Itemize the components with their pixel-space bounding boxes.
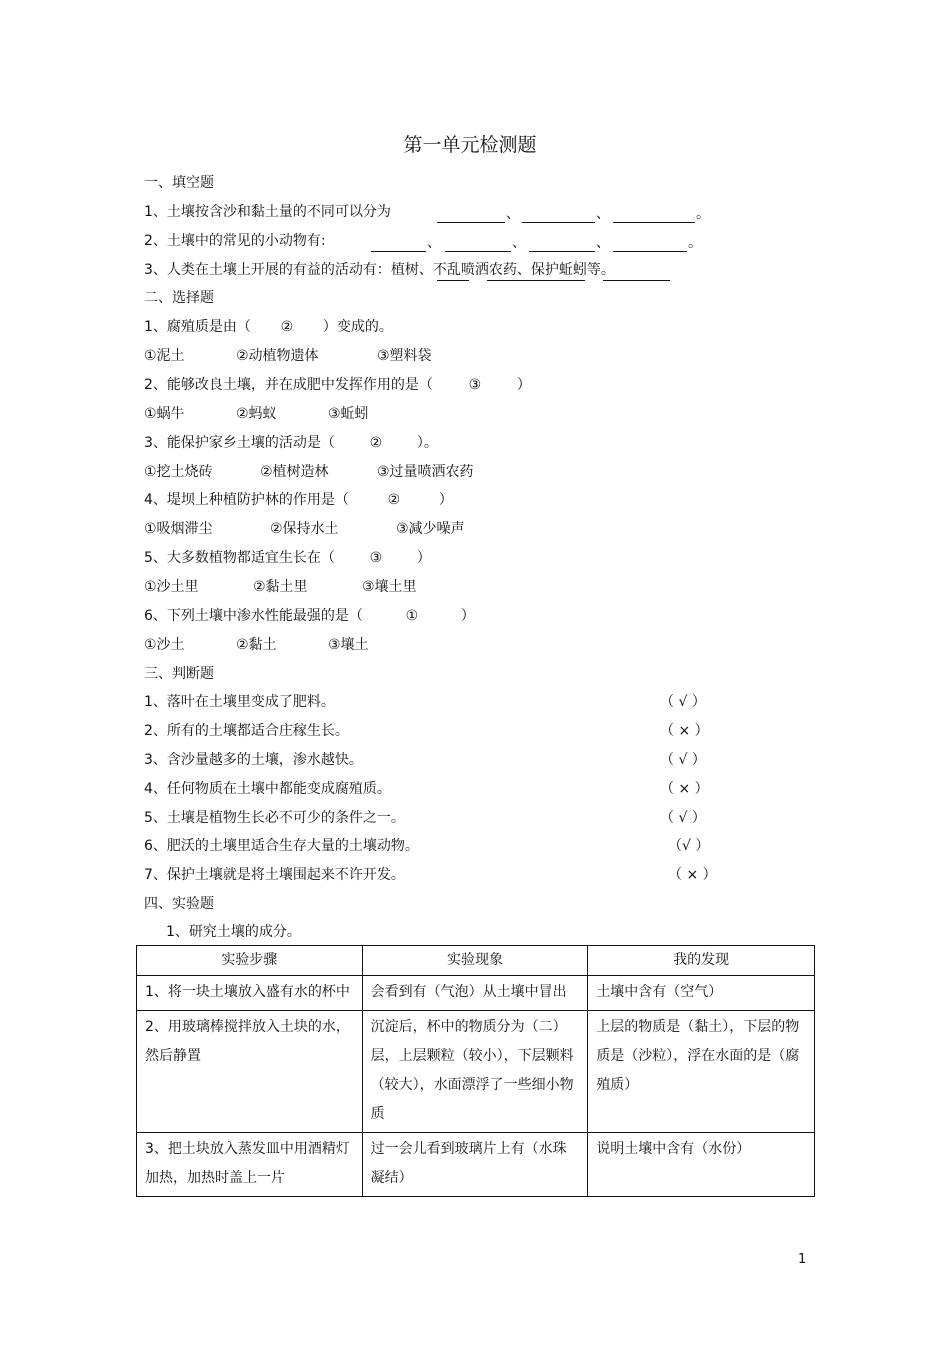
question-text: 6、下列土壤中渗水性能最强的是（	[144, 608, 363, 624]
separator: 、	[596, 235, 610, 251]
page-title: 第一单元检测题	[403, 134, 537, 156]
judge-item-6: 6、肥沃的土壤里适合生存大量的土壤动物。	[144, 838, 419, 854]
page-number: 1	[798, 1252, 807, 1267]
separator: 、	[506, 206, 520, 222]
blank-3-2	[487, 260, 585, 281]
answer: ②	[387, 492, 401, 508]
option: ②蚂蚁	[236, 406, 277, 422]
column-header: 实验步骤	[137, 946, 363, 976]
column-header: 实验现象	[362, 946, 588, 976]
judge-item-3: 3、含沙量越多的土壤，渗水越快。	[144, 752, 363, 768]
section2-heading: 二、选择题	[144, 290, 214, 306]
blank-3-1	[437, 260, 469, 281]
choice-question-5	[144, 548, 431, 568]
option: ①沙土	[144, 637, 185, 653]
table-header-row	[137, 946, 815, 976]
answer: ②	[369, 435, 383, 451]
choice-question-6	[144, 606, 475, 626]
option: ②植树造林	[260, 464, 329, 480]
option: ①吸烟滞尘	[144, 521, 213, 537]
question-text: 1、腐殖质是由（	[144, 319, 251, 335]
section1-heading: 一、填空题	[144, 175, 214, 191]
table-cell: 说明土壤中含有（水份）	[588, 1133, 815, 1197]
table-cell: 1、将一块土壤放入盛有水的杯中	[137, 976, 363, 1011]
judge-mark-5: （ √ ）	[660, 810, 706, 826]
column-header: 我的发现	[588, 946, 815, 976]
option: ②黏土	[236, 637, 277, 653]
judge-item-4: 4、任何物质在土壤中都能变成腐殖质。	[144, 781, 391, 797]
table-row	[137, 1011, 815, 1133]
table-cell: 沉淀后，杯中的物质分为（二）层，上层颗粒（较小），下层颗料（较大），水面漂浮了一些细小物质	[362, 1011, 588, 1133]
option: ②保持水土	[270, 521, 339, 537]
end-mark: 。	[688, 235, 702, 251]
blank-2-2	[445, 231, 511, 252]
answer: ③	[369, 550, 383, 566]
separator: 、	[512, 235, 526, 251]
experiment-table	[136, 945, 815, 1197]
table-row	[137, 1133, 815, 1197]
question-close: ）	[416, 550, 431, 566]
table-row	[137, 976, 815, 1011]
section4-heading: 四、实验题	[144, 896, 214, 912]
option: ③壤土里	[362, 579, 417, 595]
fill-question-1: 1、土壤按含沙和黏土量的不同可以分为	[144, 204, 391, 220]
blank-3-3	[603, 260, 670, 281]
experiment-subtitle: 1、研究土壤的成分。	[166, 924, 301, 940]
option: ③蚯蚓	[328, 406, 369, 422]
option: ③塑料袋	[377, 348, 432, 364]
judge-item-5: 5、土壤是植物生长必不可少的条件之一。	[144, 810, 405, 826]
blank-2-4	[613, 231, 687, 252]
table-cell: 会看到有（气泡）从土壤中冒出	[362, 976, 588, 1011]
option: ②黏土里	[253, 579, 308, 595]
choice-question-1	[144, 317, 393, 337]
option: ①泥土	[144, 348, 185, 364]
option: ③过量喷洒农药	[377, 464, 474, 480]
judge-mark-3: （ √ ）	[660, 752, 706, 768]
blank-2-1	[371, 231, 426, 252]
separator: 、	[427, 235, 441, 251]
question-text: 3、能保护家乡土壤的活动是（	[144, 435, 335, 451]
judge-mark-2: （ × ）	[660, 723, 709, 739]
question-text: 5、大多数植物都适宜生长在（	[144, 550, 335, 566]
question-text: 4、堤坝上种植防护林的作用是（	[144, 492, 349, 508]
table-cell: 上层的物质是（黏土），下层的物质是（沙粒），浮在水面的是（腐殖质）	[588, 1011, 815, 1133]
answer: ③	[468, 377, 482, 393]
choice-question-2	[144, 375, 531, 395]
section3-heading: 三、判断题	[144, 666, 214, 682]
blank-1-3	[613, 202, 695, 223]
table-cell: 3、把土块放入蒸发皿中用酒精灯加热，加热时盖上一片	[137, 1133, 363, 1197]
judge-mark-7: （ × ）	[668, 867, 717, 883]
judge-item-1: 1、落叶在土壤里变成了肥料。	[144, 694, 335, 710]
judge-mark-6: （√ ）	[668, 838, 710, 854]
judge-mark-4: （ × ）	[660, 781, 709, 797]
choice-question-3	[144, 433, 438, 453]
option: ①蜗牛	[144, 406, 185, 422]
option: ①沙土里	[144, 579, 199, 595]
table-cell: 过一会儿看到玻璃片上有（水珠凝结）	[362, 1133, 588, 1197]
blank-2-3	[529, 231, 595, 252]
question-close: ）	[460, 608, 475, 624]
question-close: ）	[438, 492, 453, 508]
option: ①挖土烧砖	[144, 464, 213, 480]
choice-question-4	[144, 490, 453, 510]
option: ②动植物遗体	[236, 348, 319, 364]
table-cell: 土壤中含有（空气）	[588, 976, 815, 1011]
fill-question-2: 2、土壤中的常见的小动物有:	[144, 233, 326, 249]
end-mark: 。	[696, 206, 710, 222]
answer: ②	[280, 319, 294, 335]
judge-item-2: 2、所有的土壤都适合庄稼生长。	[144, 723, 349, 739]
question-close: ）变成的。	[322, 319, 393, 335]
question-text: 2、能够改良土壤，并在成肥中发挥作用的是（	[144, 377, 433, 393]
question-close: ）	[516, 377, 531, 393]
fill-question-3: 3、人类在土壤上开展的有益的活动有：植树、不乱喷洒农药、保护蚯蚓等。	[144, 262, 615, 278]
blank-1-2	[522, 202, 595, 223]
separator: 、	[596, 206, 610, 222]
question-close: ）。	[416, 435, 438, 451]
option: ③减少噪声	[396, 521, 465, 537]
answer: ①	[405, 608, 419, 624]
judge-mark-1: （ √ ）	[660, 694, 706, 710]
judge-item-7: 7、保护土壤就是将土壤围起来不许开发。	[144, 867, 405, 883]
blank-1-1	[437, 202, 505, 223]
option: ③壤土	[328, 637, 369, 653]
table-cell: 2、用玻璃棒搅拌放入土块的水，然后静置	[137, 1011, 363, 1133]
